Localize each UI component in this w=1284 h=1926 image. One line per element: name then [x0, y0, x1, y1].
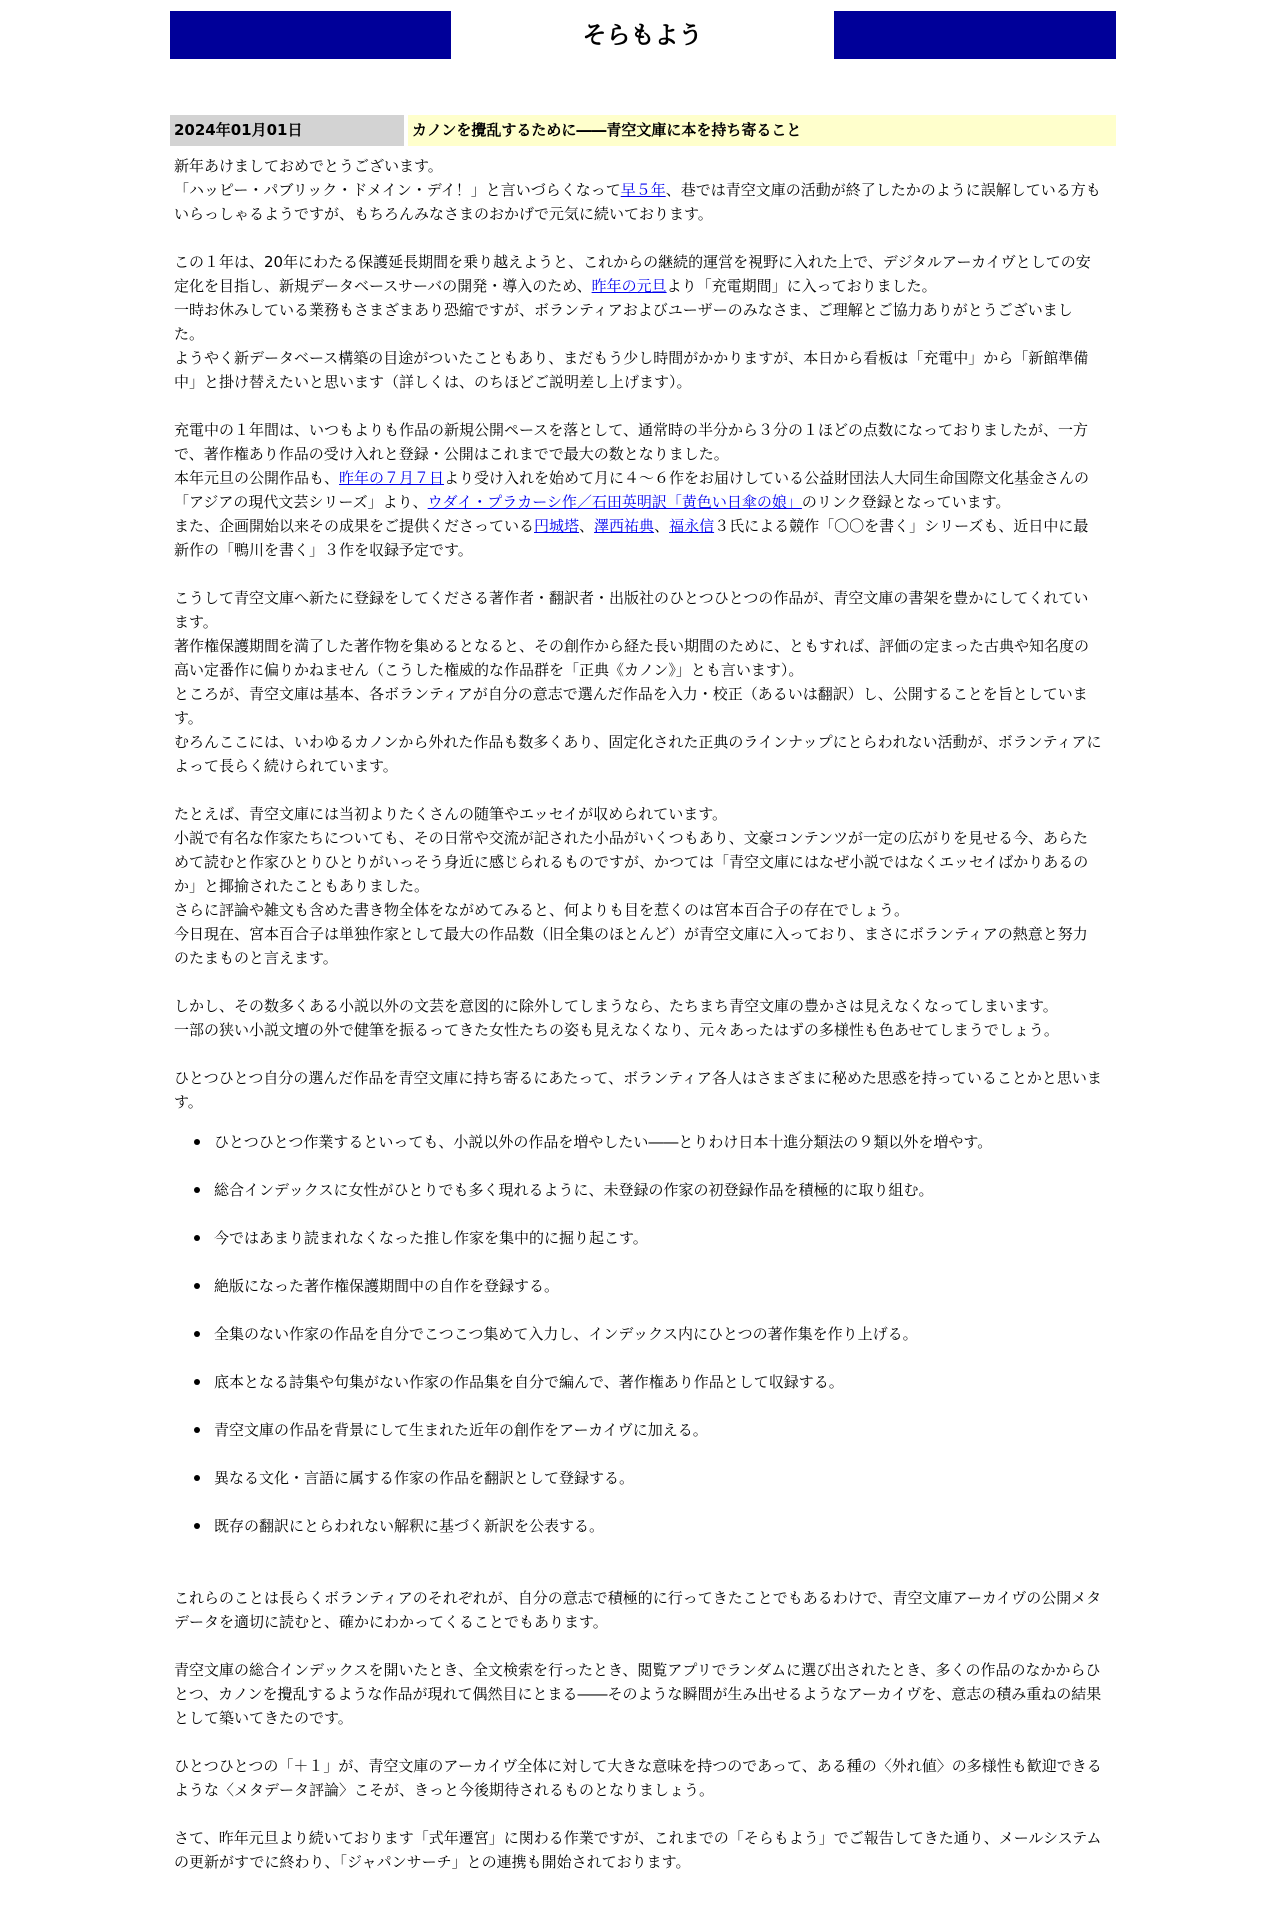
entry-header	[170, 115, 1116, 146]
site-header	[170, 11, 1116, 59]
text: さて、昨年元旦より続いております「式年遷宮」に関わる作業ですが、これまでの「そらもよう」でご報告してきた通り、メールシステムの更新がすでに終わり、「ジャパンサーチ」との連携も開始されております。	[174, 1829, 1102, 1871]
text: ひとつひとつの「＋１」が、青空文庫のアーカイヴ全体に対して大きな意味を持つのであって、ある種の〈外れ値〉の多様性も歓迎できるような〈メタデータ評論〉こそが、きっと今後期待されるものとなりましょう。	[174, 1757, 1102, 1799]
text: これらのことは長らくボランティアのそれぞれが、自分の意志で積極的に行ってきたことでもあるわけで、青空文庫アーカイヴの公開メタデータを適切に読むと、確かにわかってくることでもあります。	[174, 1589, 1102, 1631]
paragraph-archive	[174, 1658, 1102, 1730]
text: 小説で有名な作家たちについても、その日常や交流が記された小品がいくつもあり、文豪コンテンツが一定の広がりを見せる今、あらためて読むと作家ひとりひとりがいっそう身近に感じられるものですが、かつては「青空文庫にはなぜ小説ではなくエッセイばかりあるのか」と揶揄されたこともありました。	[174, 829, 1089, 895]
text: 今日現在、宮本百合子は単独作家として最大の作品数（旧全集のほとんど）が青空文庫に入っており、まさにボランティアの熱意と努力のたまものと言えます。	[174, 925, 1088, 967]
text: 青空文庫の総合インデックスを開いたとき、全文検索を行ったとき、閲覧アプリでランダムに選び出されたとき、多くの作品のなかからひとつ、カノンを攪乱するような作品が現れて偶然目にとまる――そのような瞬間が生み出せるようなアーカイヴを、意志の積み重ねの結果として築いてきたのです。	[174, 1661, 1102, 1727]
text: より受け入れを始めて月に４～６作をお届けしている公益財団法人大同生命国際文化基金さんの「アジアの現代文芸シリーズ」より、	[174, 469, 1090, 511]
text: ようやく新データベース構築の目途がついたこともあり、まだもう少し時間がかかりますが、本日から看板は「充電中」から「新館準備中」と掛け替えたいと思います（詳しくは、のちほどご説明差し上げます）。	[174, 349, 1089, 391]
text: ３氏による競作「〇〇を書く」シリーズも、近日中に最新作の「鴨川を書く」３作を収録予定です。	[174, 517, 1089, 559]
site-title: そらもよう	[582, 21, 703, 49]
text: たとえば、青空文庫には当初よりたくさんの随筆やエッセイが収められています。	[174, 805, 728, 823]
link-yellow-parasol[interactable]: ウダイ・プラカーシ作／石田英明訳「黄色い日傘の娘」	[427, 493, 802, 511]
list-item: ひとつひとつ作業するといっても、小説以外の作品を増やしたい――とりわけ日本十進分類法の９類以外を増やす。	[214, 1130, 1102, 1154]
text: のリンク登録となっています。	[801, 493, 1011, 511]
text: むろんここには、いわゆるカノンから外れた作品も数多くあり、固定化された正典のラインナップにとらわれない活動が、ボランティアによって長らく続けられています。	[174, 733, 1102, 775]
list-item: 全集のない作家の作品を自分でこつこつ集めて入力し、インデックス内にひとつの著作集を作り上げる。	[214, 1322, 1102, 1346]
paragraph-new-works	[174, 418, 1102, 562]
link-sawanishi[interactable]: 澤西祐典	[594, 517, 655, 535]
list-item: 底本となる詩集や句集がない作家の作品集を自分で編んで、著作権あり作品として収録する。	[214, 1370, 1102, 1394]
list-item: 総合インデックスに女性がひとりでも多く現れるように、未登録の作家の初登録作品を積極的に取り組む。	[214, 1178, 1102, 1202]
list-item: 既存の翻訳にとらわれない解釈に基づく新訳を公表する。	[214, 1514, 1102, 1538]
bullet-icon	[194, 1187, 200, 1193]
bullet-icon	[194, 1139, 200, 1145]
text: この１年は、20年にわたる保護延長期間を乗り越えようと、これからの継続的運営を視野に入れた上で、デジタルアーカイヴとしての安定化を目指し、新規データベースサーバの開発・導入のため、	[174, 253, 1091, 295]
text: こうして青空文庫へ新たに登録をしてくださる著作者・翻訳者・出版社のひとつひとつの作品が、青空文庫の書架を豊かにしてくれています。	[174, 589, 1089, 631]
text: より「充電期間」に入っておりました。	[666, 277, 937, 295]
entry-title: カノンを攪乱するために――青空文庫に本を持ち寄ること	[408, 115, 1116, 146]
link-last-new-year[interactable]: 昨年の元旦	[591, 277, 667, 295]
text: 一部の狭い小説文壇の外で健筆を振るってきた女性たちの姿も見えなくなり、元々あったはずの多様性も色あせてしまうでしょう。	[174, 1021, 1059, 1039]
paragraph-charging-period	[174, 250, 1102, 394]
list-item: 絶版になった著作権保護期間中の自作を登録する。	[214, 1274, 1102, 1298]
text: しかし、その数多くある小説以外の文芸を意図的に除外してしまうなら、たちまち青空文庫の豊かさは見えなくなってしまいます。	[174, 997, 1058, 1015]
bullet-icon	[194, 1283, 200, 1289]
link-enjo-to[interactable]: 円城塔	[534, 517, 580, 535]
paragraph-metadata	[174, 1586, 1102, 1634]
separator: 、	[579, 517, 595, 535]
text: さらに評論や雑文も含めた書き物全体をながめてみると、何よりも目を惹くのは宮本百合子の存在でしょう。	[174, 901, 910, 919]
text: 新年あけましておめでとうございます。	[174, 157, 443, 175]
bullet-icon	[194, 1475, 200, 1481]
bullet-icon	[194, 1427, 200, 1433]
text: ところが、青空文庫は基本、各ボランティアが自分の意志で選んだ作品を入力・校正（あるいは翻訳）し、公開することを旨としています。	[174, 685, 1088, 727]
header-right-block	[834, 11, 1116, 59]
paragraph-canon	[174, 586, 1102, 778]
list-item: 今ではあまり読まれなくなった推し作家を集中的に掘り起こす。	[214, 1226, 1102, 1250]
paragraph-intentions	[174, 1066, 1102, 1114]
intentions-list	[174, 1130, 1102, 1538]
link-july-7[interactable]: 昨年の７月７日	[339, 469, 445, 487]
text: 、巷では青空文庫の活動が終了したかのように誤解している方もいらっしゃるようですが、もちろんみなさまのおかげで元気に続いております。	[174, 181, 1101, 223]
text: また、企画開始以来その成果をご提供くださっている	[174, 517, 535, 535]
list-item: 異なる文化・言語に属する作家の作品を翻訳として登録する。	[214, 1466, 1102, 1490]
paragraph-plus-one	[174, 1754, 1102, 1802]
paragraph-diversity	[174, 994, 1102, 1042]
list-item: 青空文庫の作品を背景にして生まれた近年の創作をアーカイヴに加える。	[214, 1418, 1102, 1442]
link-fukunaga[interactable]: 福永信	[669, 517, 715, 535]
text: 「ハッピー・パブリック・ドメイン・デイ！」と言いづらくなって	[174, 181, 621, 199]
bullet-icon	[194, 1235, 200, 1241]
paragraph-greeting	[174, 154, 1102, 226]
entry-body	[174, 154, 1102, 1898]
text: ひとつひとつ自分の選んだ作品を青空文庫に持ち寄るにあたって、ボランティア各人はさまざまに秘めた思惑を持っていることかと思います。	[174, 1069, 1102, 1111]
entry-date: 2024年01月01日	[170, 115, 404, 146]
header-left-block	[170, 11, 451, 59]
bullet-icon	[194, 1379, 200, 1385]
bullet-icon	[194, 1523, 200, 1529]
bullet-icon	[194, 1331, 200, 1337]
text: 一時お休みしている業務もさまざまあり恐縮ですが、ボランティアおよびユーザーのみなさま、ご理解とご協力ありがとうございました。	[174, 301, 1073, 343]
paragraph-essays	[174, 802, 1102, 970]
link-five-years[interactable]: 早５年	[620, 181, 666, 199]
text: 本年元旦の公開作品も、	[174, 469, 340, 487]
text: 著作権保護期間を満了した著作物を集めるとなると、その創作から経た長い期間のために、ともすれば、評価の定まった古典や知名度の高い定番作に偏りかねません（こうした権威的な作品群を「正典《カノン》」とも言います）。	[174, 637, 1090, 679]
text: 充電中の１年間は、いつもよりも作品の新規公開ペースを落として、通常時の半分から３分の１ほどの点数になっておりましたが、一方で、著作権あり作品の受け入れと登録・公開はこれまでで最大の数となりました。	[174, 421, 1088, 463]
paragraph-renewal	[174, 1826, 1102, 1874]
separator: 、	[654, 517, 670, 535]
